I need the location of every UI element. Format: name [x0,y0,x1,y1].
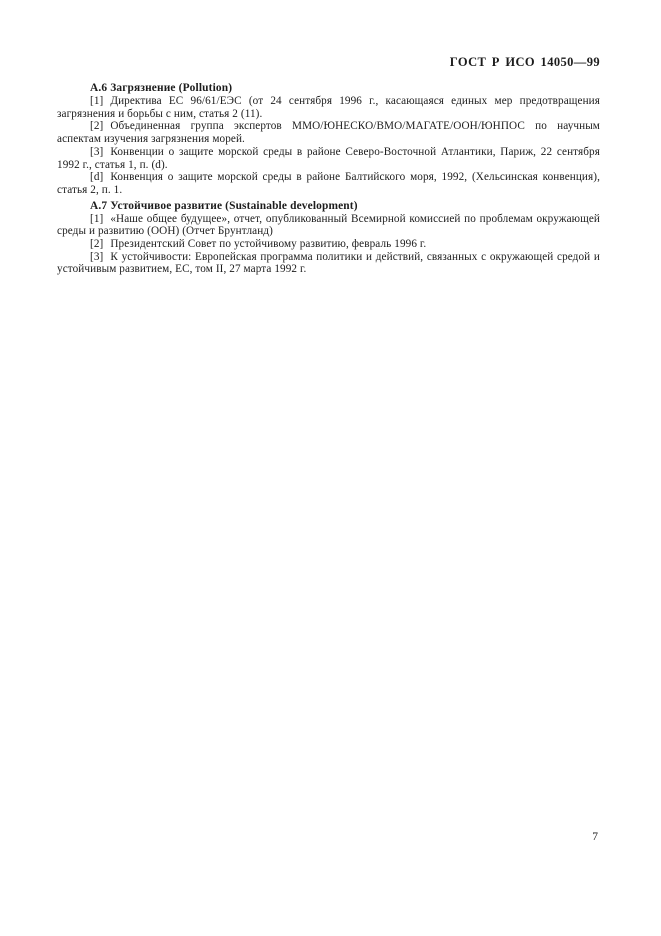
reference-marker: [d] [90,171,104,184]
document-content [57,82,600,276]
reference-marker: [3] [90,145,104,158]
reference-text: Объединенная группа экспертов ММО/ЮНЕСКО/ВМО/МАГАТЕ/ООН/ЮНПОС по научным аспектам изучения загрязнения морей. [57,120,600,146]
page-number: 7 [592,831,598,843]
reference-marker: [2] [90,238,104,251]
reference-item [57,251,600,276]
reference-text: Конвенция о защите морской среды в районе Балтийского моря, 1992, (Хельсинская конвенция), статья 2, п. 1. [57,171,600,196]
reference-item [57,95,600,120]
reference-marker: [2] [90,120,104,133]
reference-text: К устойчивости: Европейская программа политики и действий, связанных с окружающей средой и устойчивым развитием, ЕС, том II, 27 марта 1992 г. [57,250,600,276]
section-heading: А.6 Загрязнение (Pollution) [90,82,233,94]
reference-item [57,120,600,145]
reference-item [57,171,600,196]
section-a7-sustainable-development [57,200,600,277]
page-header [57,55,600,70]
section-a6-pollution [57,82,600,197]
reference-marker: [1] [90,212,104,225]
reference-marker: [1] [90,95,104,107]
reference-item [57,146,600,171]
document-code: ГОСТ Р ИСО 14050—99 [449,55,600,69]
reference-text: Президентский Совет по устойчивому развитию, февраль 1996 г. [110,238,427,251]
reference-item [57,238,600,251]
reference-item [57,213,600,238]
section-heading: А.7 Устойчивое развитие (Sustainable development) [90,199,358,212]
reference-marker: [3] [90,250,104,263]
reference-text: Конвенции о защите морской среды в районе Северо-Восточной Атлантики, Париж, 22 сентября 1992 г., статья 1, п. (d). [57,145,600,171]
reference-text: «Наше общее будущее», отчет, опубликованный Всемирной комиссией по проблемам окружающей среды и развитию (ООН) (Отчет Брунтланд) [57,212,600,238]
reference-text: Директива ЕС 96/61/ЕЭС (от 24 сентября 1996 г., касающаяся единых мер предотвращения загрязнения и борьбы с ним, статья 2 (11). [57,95,600,120]
